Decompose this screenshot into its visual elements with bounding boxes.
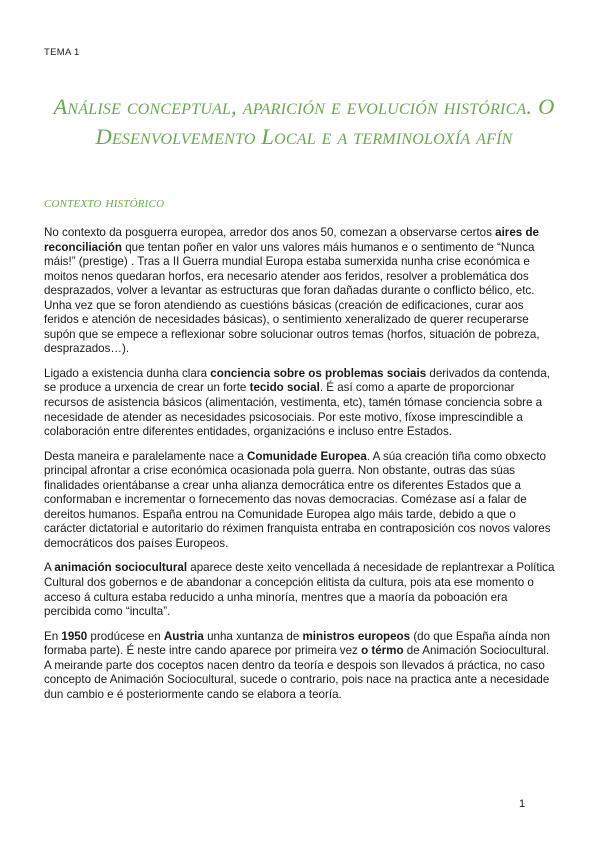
text-run: prodúcese en — [87, 629, 164, 643]
document-title: Análise conceptual, aparición e evolución histórica. O Desenvolvemento Local e a terminoloxía afín — [53, 94, 555, 149]
text-run: Ligado a existencia dunha clara — [44, 366, 211, 380]
body-text — [44, 226, 556, 712]
text-run: que tentan poñer en valor uns valores máis humanos e o sentimento de “Nunca máis!” (prestige) . Tras a II Guerra mundial Europa estaba sumerxida nunha crise económica e moitos nenos quedaran horfos, era necesario atender aos feridos, resolver a problemática dos desprazados, volver a levantar as estructuras que foran dañadas durante o conflicto bélico, etc. Unha vez que se foron atendiendo as cuestións básicas (creación de edificaciones, curar aos feridos e atención de necesidades básicas), o sentimiento xeneralizado de querer recuperarse supón que se empece a reflexionar sobre solucionar outros temas (horfos, situación de pobreza, desprazados…). — [44, 240, 540, 356]
text-run: . É así como a aparte de proporcionar recursos de asistencia básicos (alimentación, vestimenta, etc), tamén tómase conciencia sobre a necesidade de atender as necesidades psicosociais. Por este motivo, fíxose imprescindible a colaboración entre diferentes entidades, organizacións e incluso entre Estados. — [44, 381, 543, 439]
section-heading: contexto histórico — [44, 195, 165, 211]
bold-term: animación sociocultural — [54, 561, 188, 575]
paragraph-5 — [44, 630, 556, 703]
paragraph-4 — [44, 561, 556, 619]
bold-term: tecido social — [249, 381, 320, 395]
paragraph-1 — [44, 226, 556, 357]
text-run: A — [44, 561, 55, 575]
text-run: de Animación Sociocultural. A meirande parte dos coceptos nacen dentro da teoría e despois son llevados á práctica, no caso concepto de Animación Sociocultural, sucede o contrario, pois nace na practica ante a necesidade dun cambio e é posteriormente cando se elabora a teoría. — [44, 644, 550, 701]
bold-term: o térmo — [361, 644, 404, 658]
bold-term: 1950 — [61, 629, 88, 643]
bold-term: ministros europeos — [302, 629, 411, 643]
text-run: No contexto da posguerra europea, arredor dos anos 50, comezan a observarse certos — [44, 226, 496, 239]
tema-label: TEMA 1 — [44, 47, 80, 58]
bold-term: conciencia sobre os problemas sociais — [210, 366, 427, 380]
text-run: Desta maneira e paralelamente nace a — [44, 449, 248, 463]
text-run: . A súa creación tiña como obxecto principal afrontar a crise económica ocasionada pola guerra. Non obstante, outras das súas finalidades orientábanse a crear unha alianza democrática entre os diferentes Estados que a conformaban e incrementar o fornecemento das novas democracias. Comézase así a falar de dereitos humanos. España entrou na Comunidade Europea algo máis tarde, debido a que o carácter dictatorial e autoritario do réximen franquista entraba en contraposición cos novos valores democráticos dos países Europeos. — [44, 449, 551, 550]
text-run: derivados da contenda, se produce a urxencia de crear un forte — [44, 366, 550, 395]
paragraph-2 — [44, 367, 556, 440]
text-run: (do que España aínda non formaba parte). É neste intre cando aparece por primeira vez — [44, 629, 550, 658]
bold-term: Austria — [163, 629, 204, 643]
text-run: En — [44, 629, 62, 643]
bold-term: aires de reconciliación — [44, 226, 539, 254]
page-number: 1 — [519, 798, 526, 810]
text-run: unha xuntanza de — [203, 629, 303, 643]
bold-term: Comunidade Europea — [247, 449, 367, 463]
text-run: aparece deste xeito vencellada á necesidade de replantrexar a Política Cultural dos gobernos e de abandonar a concepción elitista da cultura, pois ata ese momento o acceso á cultura estaba reducido a unha minoría, mentres que a maoría da poboación era percibida como “inculta”. — [44, 561, 555, 619]
paragraph-3 — [44, 450, 556, 552]
